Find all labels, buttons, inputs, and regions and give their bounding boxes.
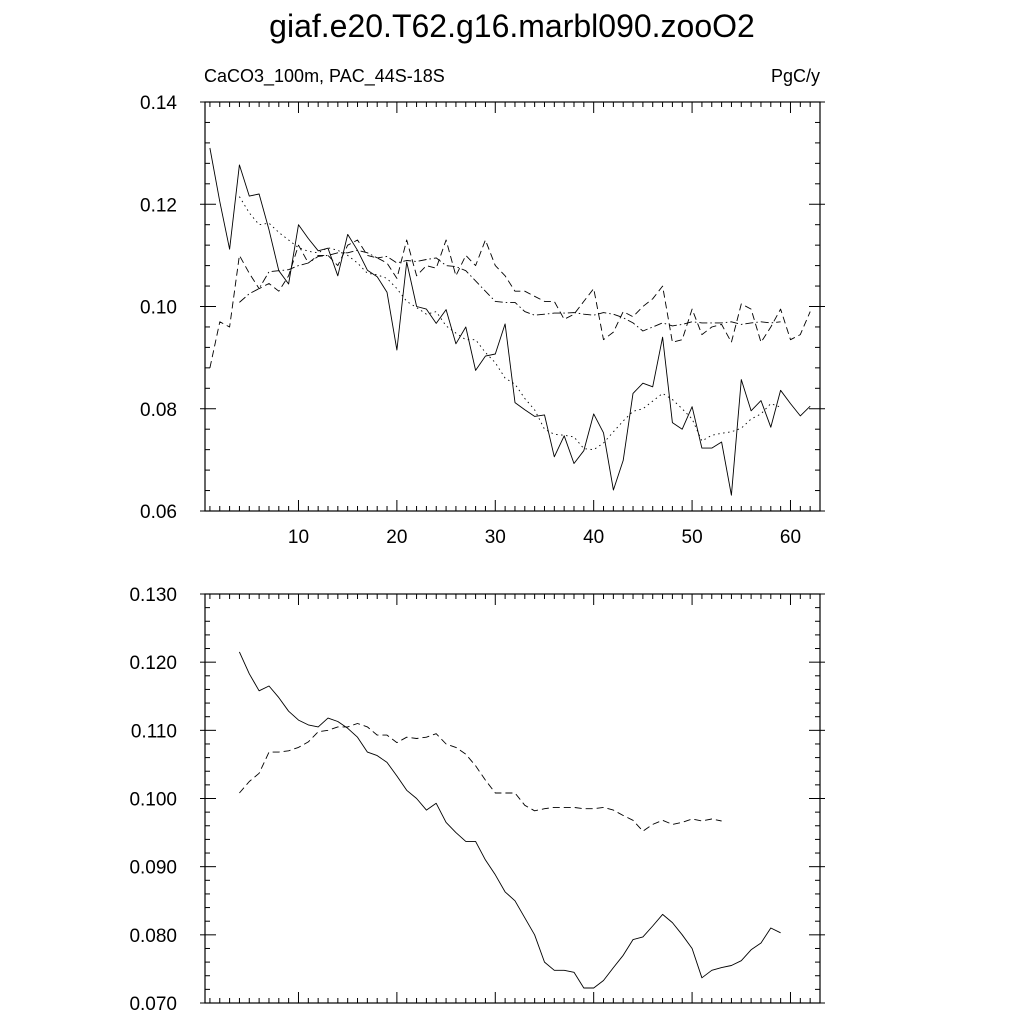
top-y-tick-label: 0.08	[140, 399, 177, 421]
bottom-y-tick-label: 0.090	[129, 857, 177, 879]
top-y-tick-label: 0.14	[140, 93, 177, 114]
bottom-y-tick-label: 0.080	[129, 925, 177, 947]
bottom-y-tick-label: 0.120	[129, 653, 177, 675]
top-series-solid-line	[210, 148, 810, 495]
top-y-tick-label: 0.12	[140, 195, 177, 217]
bottom-y-tick-label: 0.110	[130, 721, 177, 743]
chart-units-label: PgC/y	[770, 66, 820, 86]
top-series-dash-dot-line	[239, 250, 780, 331]
chart-left-subtitle: CaCO3_100m, PAC_44S-18S	[204, 66, 445, 86]
bottom-y-tick-label: 0.070	[129, 994, 177, 1015]
bottom-panel	[129, 585, 825, 1015]
top-x-tick-label: 10	[287, 527, 310, 548]
top-x-tick-label: 40	[583, 527, 605, 548]
top-series-dashed-line	[210, 240, 810, 368]
bottom-y-tick-label: 0.100	[129, 789, 177, 811]
chart-title: giaf.e20.T62.g16.marbl090.zooO2	[269, 8, 755, 44]
bottom-series-solid-line	[239, 652, 780, 988]
top-y-tick-label: 0.10	[140, 297, 177, 319]
top-x-tick-label: 60	[779, 527, 802, 548]
top-x-tick-label: 20	[386, 527, 408, 548]
top-panel	[140, 93, 825, 548]
top-x-tick-label: 50	[681, 527, 703, 548]
top-x-tick-label: 30	[484, 527, 506, 548]
top-plot-frame	[205, 102, 820, 511]
top-series-dotted-line	[239, 197, 780, 450]
bottom-plot-frame	[205, 594, 820, 1003]
top-y-tick-label: 0.06	[140, 502, 177, 523]
bottom-series-dashed-line	[239, 724, 721, 832]
bottom-y-tick-label: 0.130	[129, 585, 177, 606]
